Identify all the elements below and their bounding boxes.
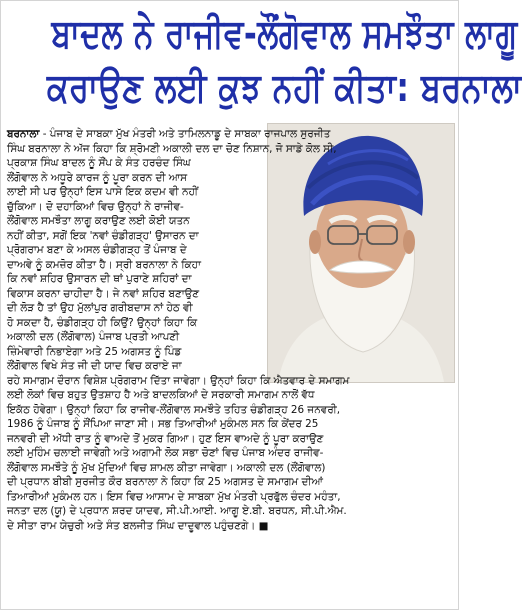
article-line: ਦੀ ਲੋੜ ਹੈ ਤਾਂ ਉਹ ਮੁੱਲਾਂਪੁਰ ਗਰੀਬਦਾਸ ਨਾਂ ਹੇਠ ਵੀ — [7, 302, 193, 314]
article-line: ਲਈ ਲੋਕਾਂ ਵਿਚ ਬਹੁਤ ਉਤਸ਼ਾਹ ਹੈ ਅਤੇ ਬਾਦਲਕਿਆਂ ਦੇ ਸਰਕਾਰੀ ਸਮਾਗਮ ਨਾਲੋਂ ਵੱਧ — [7, 389, 315, 401]
article-line: ਲੌਂਗੋਵਾਲ ਸਮਝੌਤਾ ਲਾਗੂ ਕਰਾਉਣ ਲਈ ਕੋਈ ਯਤਨ — [7, 215, 190, 227]
dateline: ਬਰਨਾਲਾ — [7, 128, 40, 140]
article-line: ਕਿ ਨਵਾਂ ਸ਼ਹਿਰ ਉਸਾਰਨ ਦੀ ਥਾਂ ਪੁਰਾਣੇ ਸ਼ਹਿਰਾਂ ਦਾ — [7, 273, 192, 285]
article-line-last — [7, 519, 453, 534]
article-line: ਵਿਕਾਸ ਕਰਨਾ ਚਾਹੀਦਾ ਹੈ। ਜੇ ਨਵਾਂ ਸ਼ਹਿਰ ਬਣਾਉਣ — [7, 287, 199, 300]
article-line: ਰਹੇ ਸਮਾਗਮ ਦੌਰਾਨ ਵਿਸ਼ੇਸ਼ ਪ੍ਰੋਗਰਾਮ ਦਿੱਤਾ ਜਾਵੇਗਾ। ਉਨ੍ਹਾਂ ਕਿਹਾ ਕਿ ਐਤਵਾਰ ਦੇ ਸਮਾਗਮ — [7, 374, 350, 387]
article-line: ਪ੍ਰਕਾਸ਼ ਸਿੰਘ ਬਾਦਲ ਨੂੰ ਸੌਂਪ ਕੇ ਸੰਤ ਹਰਚੰਦ ਸਿੰਘ — [7, 157, 191, 169]
article-body — [7, 127, 453, 533]
article-line: ਲੌਂਗੋਵਾਲ ਸਮਝੌਤੇ ਨੂੰ ਮੁੱਖ ਮੁੱਦਿਆਂ ਵਿਚ ਸ਼ਾਮਲ ਕੀਤਾ ਜਾਵੇਗਾ। ਅਕਾਲੀ ਦਲ (ਲੌਂਗੋਵਾਲ) — [7, 461, 326, 474]
article-wide-column — [7, 374, 453, 534]
article-line: ਜ਼ਿੰਮੇਵਾਰੀ ਨਿਭਾਏਗਾ ਅਤੇ 25 ਅਗਸਤ ਨੂੰ ਪਿੰਡ — [7, 345, 182, 358]
article-line: ਸਿੰਘ ਬਰਨਾਲਾ ਨੇ ਅੱਜ ਕਿਹਾ ਕਿ ਸ਼੍ਰੋਮਣੀ ਅਕਾਲੀ ਦਲ ਦਾ ਚੋਣ ਨਿਸ਼ਾਨ, ਜੋ ਸਾਡੇ ਕੋਲ ਸੀ, — [7, 142, 337, 155]
article-line: ਤਿਆਰੀਆਂ ਮੁਕੰਮਲ ਹਨ। ਇਸ ਵਿਚ ਆਸਾਮ ਦੇ ਸਾਬਕਾ ਮੁੱਖ ਮੰਤਰੀ ਪ੍ਰਫੁੱਲ ਚੰਦਰ ਮਹੰਤਾ, — [7, 490, 341, 503]
article-line-first — [7, 127, 331, 142]
article-line: ਦਾਅਵੇ ਨੂੰ ਕਮਜ਼ੋਰ ਕੀਤਾ ਹੈ। ਸ੍ਰੀ ਬਰਨਾਲਾ ਨੇ ਕਿਹਾ — [7, 258, 201, 271]
article-line: ਦੀ ਪ੍ਰਧਾਨ ਬੀਬੀ ਸੁਰਜੀਤ ਕੌਰ ਬਰਨਾਲਾ ਨੇ ਕਿਹਾ ਕਿ 25 ਅਗਸਤ ਦੇ ਸਮਾਗਮ ਦੀਆਂ — [7, 476, 323, 488]
article-line: ਇਕੱਠ ਹੋਵੇਗਾ। ਉਨ੍ਹਾਂ ਕਿਹਾ ਕਿ ਰਾਜੀਵ-ਲੌਂਗੋਵਾਲ ਸਮਝੌਤੇ ਤਹਿਤ ਚੰਡੀਗੜ੍ਹ 26 ਜਨਵਰੀ, — [7, 403, 341, 416]
article-narrow-column — [7, 127, 337, 374]
article-line: 1986 ਨੂੰ ਪੰਜਾਬ ਨੂੰ ਸੌਂਪਿਆ ਜਾਣਾ ਸੀ। ਸਭ ਤਿਆਰੀਆਂ ਮੁਕੰਮਲ ਸਨ ਕਿ ਕੇਂਦਰ 25 — [7, 418, 319, 430]
article-line: ਲੌਂਗੋਵਾਲ ਵਿਖੇ ਸੰਤ ਜੀ ਦੀ ਯਾਦ ਵਿਚ ਕਰਾਏ ਜਾ — [7, 360, 182, 372]
end-mark: ■ — [258, 519, 269, 532]
article-line: ਅਕਾਲੀ ਦਲ (ਲੌਂਗੋਵਾਲ) ਪੰਜਾਬ ਪ੍ਰਤੀ ਆਪਣੀ — [7, 331, 180, 343]
article-line: ਚੁੱਕਿਆ। ਦੋ ਦਹਾਕਿਆਂ ਵਿਚ ਉਨ੍ਹਾਂ ਨੇ ਰਾਜੀਵ- — [7, 200, 184, 213]
article-line: ਹੋ ਸਕਦਾ ਹੈ, ਚੰਡੀਗੜ੍ਹ ਹੀ ਕਿਉਂ? ਉਨ੍ਹਾਂ ਕਿਹਾ ਕਿ — [7, 316, 198, 329]
article-line: ਨਹੀਂ ਕੀਤਾ, ਸਗੋਂ ਇਕ 'ਨਵਾਂ ਚੰਡੀਗੜ੍ਹ' ਉਸਾਰਨ ਦਾ — [7, 229, 199, 242]
headline — [1, 1, 522, 119]
article-line: ਲਈ ਮੁਹਿੰਮ ਚਲਾਈ ਜਾਵੇਗੀ ਅਤੇ ਅਗਾਮੀ ਲੋਕ ਸਭਾ ਚੋਣਾਂ ਵਿਚ ਪੰਜਾਬ ਅੰਦਰ ਰਾਜੀਵ- — [7, 447, 324, 459]
headline-line-2: ਕਰਾਉਣ ਲਈ ਕੁਝ ਨਹੀਂ ਕੀਤਾ: ਬਰਨਾਲਾ — [46, 65, 522, 111]
article-line: ਲਾਈ ਸੀ ਪਰ ਉਨ੍ਹਾਂ ਇਸ ਪਾਸੇ ਇਕ ਕਦਮ ਵੀ ਨਹੀਂ — [7, 186, 198, 198]
article-line: ਪ੍ਰੋਗਰਾਮ ਬਣਾ ਕੇ ਅਸਲ ਚੰਡੀਗੜ੍ਹ ਤੋਂ ਪੰਜਾਬ ਦੇ — [7, 244, 187, 256]
article-line: ਲੌਂਗੋਵਾਲ ਨੇ ਅਧੂਰੇ ਕਾਰਜ ਨੂੰ ਪੂਰਾ ਕਰਨ ਦੀ ਆਸ — [7, 171, 188, 184]
headline-line-1: ਬਾਦਲ ਨੇ ਰਾਜੀਵ-ਲੌਂਗੋਵਾਲ ਸਮਝੌਤਾ ਲਾਗੂ — [51, 11, 518, 57]
article-line: ਦੇ ਸੀਤਾ ਰਾਮ ਯੇਚੁਰੀ ਅਤੇ ਸੰਤ ਬਲਜੀਤ ਸਿੰਘ ਦਾਦੂਵਾਲ ਪਹੁੰਚਣਗੇ। — [7, 519, 256, 532]
article-line: - ਪੰਜਾਬ ਦੇ ਸਾਬਕਾ ਮੁੱਖ ਮੰਤਰੀ ਅਤੇ ਤਾਮਿਲਨਾਡੂ ਦੇ ਸਾਬਕਾ ਰਾਜਪਾਲ ਸੁਰਜੀਤ — [39, 128, 331, 140]
article-line: ਜਨਵਰੀ ਦੀ ਅੱਧੀ ਰਾਤ ਨੂੰ ਵਾਅਦੇ ਤੋਂ ਮੁਕਰ ਗਿਆ। ਹੁਣ ਇਸ ਵਾਅਦੇ ਨੂੰ ਪੂਰਾ ਕਰਾਉਣ — [7, 432, 324, 445]
article-line: ਜਨਤਾ ਦਲ (ਯੂ) ਦੇ ਪ੍ਰਧਾਨ ਸ਼ਰਦ ਯਾਦਵ, ਸੀ.ਪੀ.ਆਈ. ਆਗੂ ਏ.ਬੀ. ਬਰਧਨ, ਸੀ.ਪੀ.ਐਮ. — [7, 505, 347, 517]
